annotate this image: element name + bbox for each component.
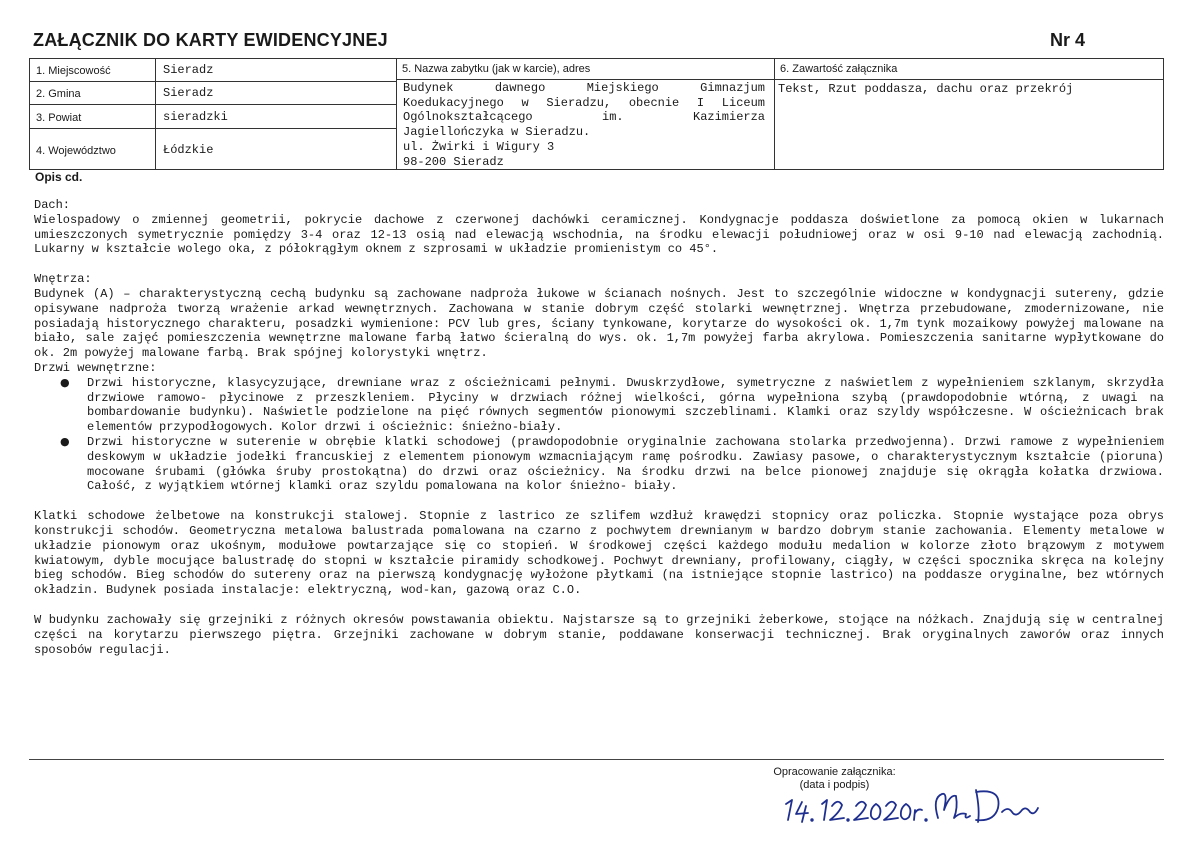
adres-line: ul. Żwirki i Wigury 3 bbox=[403, 139, 555, 154]
description-body bbox=[34, 198, 1164, 657]
row-divider bbox=[30, 81, 396, 82]
row-divider bbox=[30, 104, 396, 105]
nazwa-line: Koedukacyjnego w Sieradzu, obecnie I Liceum bbox=[403, 95, 765, 110]
wojewodztwo-value: Łódzkie bbox=[163, 143, 214, 157]
drzwi-item-text: Drzwi historyczne w suterenie w obrębie klatki schodowej (prawdopodobnie oryginalnie zachowana stolarka przedwojenna). Drzwi ramowe z wypełnieniem deskowym w układzie jodełki francuskiej z elementem pionowym wzmacniającym ramę pośrodku. Zawiasy pasowe, o charakterystycznym kształcie (pioruna) mocowane śrubami (główka śruby prostokątna) do drzwi oraz ościeżnicy. Na środku drzwi na belce pionowej znajduje się okrągła kołatka drzwiowa. Całość, z wyjątkiem wtórnej klamki oraz szyldu pomalowana na kolor śnieżno- biały. bbox=[87, 434, 1164, 494]
bullet-icon: ● bbox=[60, 434, 70, 448]
section-heading-drzwi: Drzwi wewnętrzne: bbox=[34, 360, 157, 375]
handwritten-signature bbox=[780, 780, 1040, 830]
col-divider bbox=[774, 59, 775, 169]
row-divider bbox=[396, 79, 1163, 80]
nazwa-line: Budynek dawnego Miejskiego Gimnazjum bbox=[403, 81, 765, 95]
nazwa-line: Ogólnokształcącego im. Kazimierza bbox=[403, 110, 765, 125]
prepared-sublabel: (data i podpis) bbox=[799, 779, 870, 791]
grzejniki-paragraph: W budynku zachowały się grzejniki z różnych okresów powstawania obiektu. Najstarsze są to grzejniki żeberkowe, stojące na nóżkach. Znajdują się w centralnej części na korytarzu pierwszego piętra. Grzejniki zachowane w dobrym stanie, poddawane konserwacji technicznej. Brak oryginalnych zaworów oraz innych sposobów regulacji. bbox=[34, 612, 1164, 657]
miejscowosc-value: Sieradz bbox=[163, 63, 214, 77]
nazwa-zabytku-label: 5. Nazwa zabytku (jak w karcie), adres bbox=[402, 63, 591, 75]
miejscowosc-label: 1. Miejscowość bbox=[36, 65, 111, 77]
dach-paragraph: Wielospadowy o zmiennej geometrii, pokrycie dachowe z czerwonej dachówki ceramicznej. Kondygnacje poddasza doświetlone za pomocą okien w lukarnach umieszczonych symetrycznie pomiędzy 3-4 oraz 12-13 osią nad elewacją wschodnia, na środku elewacji południowej oraz w osi 9-10 nad elewacją zachodnią. Lukarny w kształcie wolego oka, z półokrągłym oknem z szprosami w układzie promienistym co 45°. bbox=[34, 212, 1164, 257]
bullet-icon: ● bbox=[60, 375, 70, 389]
gmina-value: Sieradz bbox=[163, 86, 214, 100]
powiat-value: sieradzki bbox=[163, 110, 228, 124]
nazwa-zabytku-value bbox=[403, 81, 765, 169]
section-heading-wnetrza: Wnętrza: bbox=[34, 272, 92, 287]
powiat-label: 3. Powiat bbox=[36, 112, 82, 124]
col-divider bbox=[396, 59, 397, 169]
prepared-label: Opracowanie załącznika: bbox=[773, 766, 896, 778]
document-title: ZAŁĄCZNIK DO KARTY EWIDENCYJNEJ bbox=[33, 30, 388, 50]
section-heading-dach: Dach: bbox=[34, 198, 71, 212]
col-divider bbox=[155, 59, 156, 169]
footer-divider bbox=[29, 759, 1164, 760]
zawartosc-label: 6. Zawartość załącznika bbox=[780, 63, 898, 75]
wojewodztwo-label: 4. Województwo bbox=[36, 145, 116, 157]
opis-cd-label: Opis cd. bbox=[35, 170, 83, 184]
list-item bbox=[34, 435, 1164, 494]
nazwa-line: Jagiellończyka w Sieradzu. bbox=[403, 125, 591, 140]
zawartosc-value: Tekst, Rzut poddasza, dachu oraz przekrój bbox=[778, 82, 1074, 96]
document-number: Nr 4 bbox=[1049, 30, 1085, 50]
wnetrza-paragraph: Budynek (A) – charakterystyczną cechą budynku są zachowane nadproża łukowe w ścianach nośnych. Jest to szczególnie widoczne w kondygnacji sutereny, gdzie opisywane nadproża tworzą wrażenie arkad wewnętrznych. Zachowana w stanie dobrym część stolarki wewnętrznej. Wnętrza przebudowane, zmodernizowane, nie posiadają historycznego charakteru, posadzki wymienione: PCV lub gres, ściany tynkowane, korytarze do wysokości ok. 1,7m tynk mozaikowy powyżej malowane na biało, sale zajęć pomieszczenia wewnętrzne malowane farbą łatwo ścieralną do wys. ok. 1,7m powyżej farba akrylowa. Pomieszczenia sanitarne wypłytkowane do ok. 2m powyżej malowane farbą. Brak spójnej kolorystyki wnętrz. bbox=[34, 286, 1164, 361]
drzwi-item-text: Drzwi historyczne, klasycyzujące, drewniane wraz z ościeżnicami pełnymi. Dwuskrzydłowe, symetryczne z naświetlem z wypełnieniem szklanym, skrzydła drzwiowe ramowo- płycinowe z przeszkleniem. Płyciny w drzwiach różnej wielkości, górna wypełniona szybą (prawdopodobnie wtórną, z uwagi na bombardowanie budynku). Naświetle podzielone na pięć równych segmentów pionowymi szczeblinami. Klamki oraz szyldy współczesne. W ościeżnicach brak elementów przypodłogowych. Kolor drzwi i ościeżnic: śnieżno-biały. bbox=[87, 375, 1164, 435]
header-table bbox=[29, 58, 1164, 170]
row-divider bbox=[30, 128, 396, 129]
adres-line: 98-200 Sieradz bbox=[403, 154, 504, 169]
klatki-paragraph: Klatki schodowe żelbetowe na konstrukcji stalowej. Stopnie z lastrico ze szlifem wzdłuż krawędzi stopnicy oraz policzka. Stopnie wystające poza obrys konstrukcji schodów. Geometryczna metalowa balustrada pomalowana na czarno z pochwytem drewnianym w bardzo dobrym stanie zachowania. Elementy metalowe w układzie pionowym oraz ukośnym, modułowe powtarzające się co stopień. W środkowej części każdego modułu medalion w kolorze złoto brązowym z motywem kwiatowym, dyble mocujące balustradę do stopni w kształcie piramidy schodkowej. Pochwyt drewniany, profilowany, ciągły, w części spocznika skręca na kolejny bieg schodów. Bieg schodów do sutereny oraz na pierwszą kondygnację wyłożone płytkami (na istniejące stopnie lastrico) na poddasze oryginalne, bez wtórnych okładzin. Budynek posiada instalacje: elektryczną, wod-kan, gazową oraz C.O. bbox=[34, 509, 1164, 598]
list-item bbox=[34, 376, 1164, 435]
gmina-label: 2. Gmina bbox=[36, 88, 81, 100]
